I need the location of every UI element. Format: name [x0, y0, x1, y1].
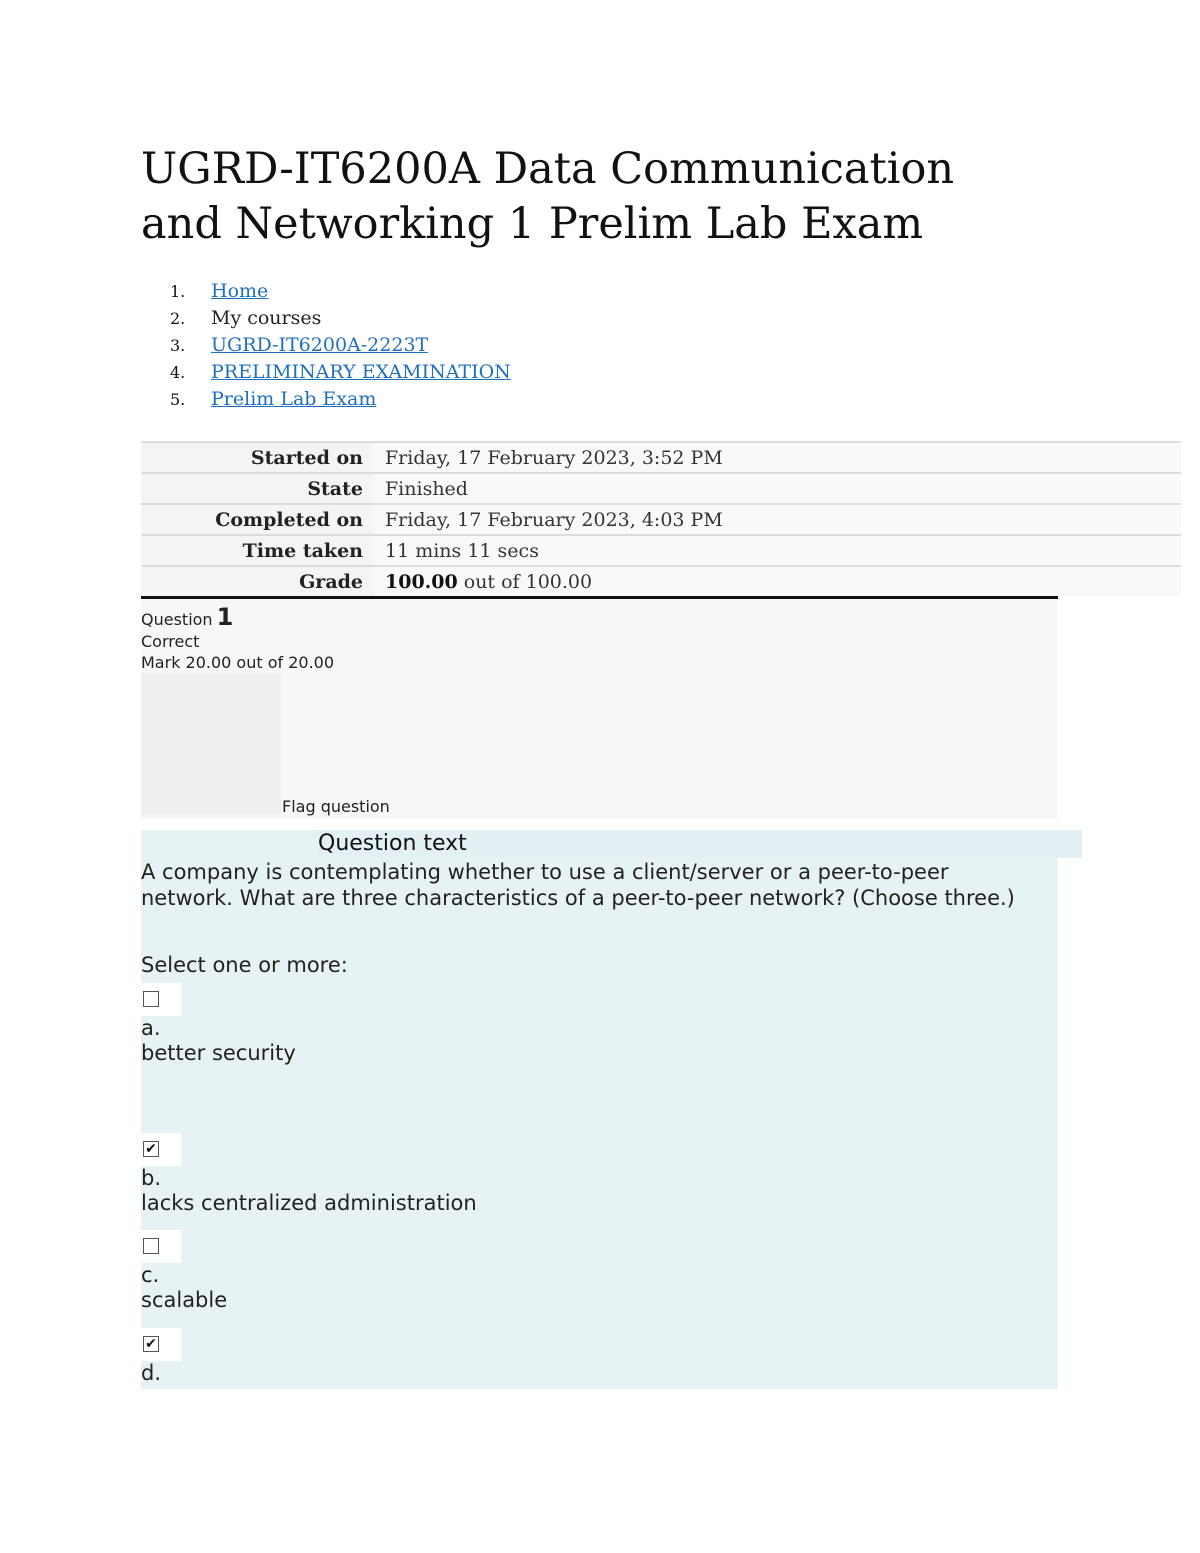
option-letter: d.: [141, 1361, 162, 1385]
question-text: A company is contemplating whether to use a client/server or a peer-to-peer network. What are three characteristics of a peer-to-peer network? (Choose three.): [141, 860, 1015, 910]
checkbox-wrapper: [141, 983, 181, 1016]
flag-question-link[interactable]: Flag question: [282, 797, 390, 816]
checkbox-checked[interactable]: ✔: [143, 1141, 159, 1157]
option-text: scalable: [141, 1288, 228, 1312]
checkbox-wrapper: [141, 1328, 181, 1361]
checkbox-unchecked[interactable]: [143, 1238, 159, 1254]
breadcrumb-number: 3.: [170, 336, 186, 355]
question-content: [141, 830, 1058, 1389]
breadcrumb-link-course[interactable]: UGRD-IT6200A-2223T: [211, 334, 429, 356]
grade-score: 100.00: [385, 570, 458, 593]
summary-row-time: [141, 535, 1181, 566]
summary-label: Grade: [141, 566, 373, 596]
question-number-value: 1: [216, 603, 234, 631]
answer-option-b: [141, 1133, 741, 1216]
answer-option-d: [141, 1328, 741, 1386]
option-letter: c.: [141, 1263, 160, 1287]
answer-option-c: [141, 1230, 741, 1313]
flag-icon[interactable]: [141, 674, 281, 814]
question-number: [141, 603, 233, 631]
summary-value: 11 mins 11 secs: [373, 535, 1181, 566]
breadcrumb-link-section[interactable]: PRELIMINARY EXAMINATION: [211, 361, 511, 383]
summary-value: Finished: [373, 473, 1181, 504]
breadcrumb: [170, 278, 511, 413]
breadcrumb-link-quiz[interactable]: Prelim Lab Exam: [211, 388, 377, 410]
breadcrumb-item-course: [170, 332, 511, 359]
checkbox-wrapper: [141, 1230, 181, 1263]
option-text: lacks centralized administration: [141, 1191, 477, 1215]
question-state: Correct: [141, 632, 200, 651]
summary-label: Time taken: [141, 535, 373, 566]
breadcrumb-item-my-courses: [170, 305, 511, 332]
summary-row-grade: [141, 566, 1181, 596]
summary-label: State: [141, 473, 373, 504]
summary-row-completed: [141, 504, 1181, 535]
option-text: better security: [141, 1041, 296, 1065]
answer-prompt: Select one or more:: [141, 953, 348, 977]
breadcrumb-link-home[interactable]: Home: [211, 280, 269, 302]
option-letter: a.: [141, 1016, 161, 1040]
question-info-panel: [141, 596, 1058, 819]
breadcrumb-number: 4.: [170, 363, 186, 382]
grade-out-of: out of 100.00: [457, 570, 593, 593]
summary-row-started: [141, 442, 1181, 473]
checkbox-unchecked[interactable]: [143, 991, 159, 1007]
page-title: UGRD-IT6200A Data Communication and Networking 1 Prelim Lab Exam: [141, 144, 955, 249]
question-text-heading: Question text: [318, 830, 1082, 858]
summary-value: Friday, 17 February 2023, 4:03 PM: [373, 504, 1181, 535]
breadcrumb-number: 2.: [170, 309, 186, 328]
question-prefix: Question: [141, 610, 213, 629]
breadcrumb-number: 1.: [170, 282, 186, 301]
breadcrumb-item-section: [170, 359, 511, 386]
attempt-summary-table: [141, 441, 1181, 596]
breadcrumb-text-my-courses: My courses: [211, 307, 322, 329]
summary-value: [373, 566, 1181, 596]
option-letter: b.: [141, 1166, 162, 1190]
summary-row-state: [141, 473, 1181, 504]
breadcrumb-number: 5.: [170, 390, 186, 409]
breadcrumb-item-quiz: [170, 386, 511, 413]
summary-label: Completed on: [141, 504, 373, 535]
question-mark: Mark 20.00 out of 20.00: [141, 653, 335, 672]
checkbox-checked[interactable]: ✔: [143, 1336, 159, 1352]
answer-option-a: [141, 983, 741, 1066]
checkbox-wrapper: [141, 1133, 181, 1166]
breadcrumb-item-home: [170, 278, 511, 305]
summary-value: Friday, 17 February 2023, 3:52 PM: [373, 442, 1181, 473]
summary-label: Started on: [141, 442, 373, 473]
